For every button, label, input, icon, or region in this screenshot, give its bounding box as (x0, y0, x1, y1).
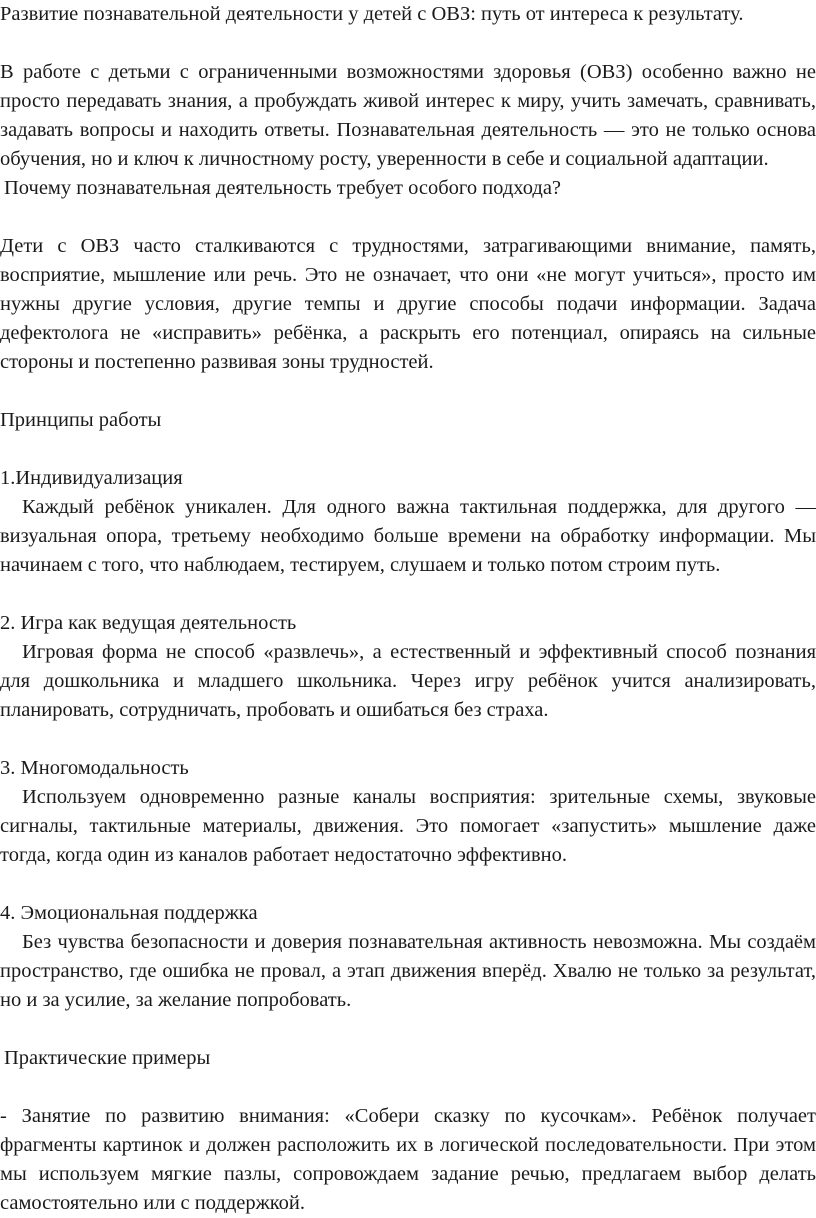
spacer (0, 377, 816, 406)
principles-heading: Принципы работы (0, 409, 162, 431)
principle-text: Каждый ребёнок уникален. Для одного важна тактильная поддержка, для другого — визуальная опора, третьему необходимо больше времени на обработку информации. Мы начинаем с того, что наблюдаем, тестируем, слушаем и только потом строим путь. (0, 496, 816, 576)
principle-text: Используем одновременно разные каналы восприятия: зрительные схемы, звуковые сигналы, тактильные материалы, движения. Это помогает «запустить» мышление даже тогда, когда один из каналов работает недостаточно эффективно. (0, 786, 816, 866)
document-title: Развитие познавательной деятельности у детей с ОВЗ: путь от интереса к результату. (0, 3, 744, 25)
principle-text: Без чувства безопасности и доверия познавательная активность невозможна. Мы создаём пространство, где ошибка не провал, а этап движения вперёд. Хвалю не только за результат, но и за усилие, за желание попробовать. (0, 931, 816, 1011)
spacer (0, 1015, 816, 1044)
why-heading: Почему познавательная деятельность требует особого подхода? (4, 177, 562, 199)
practice-heading: Практические примеры (4, 1047, 211, 1069)
spacer (0, 435, 816, 464)
principle-title: 3. Многомодальность (0, 757, 189, 779)
practice-paragraph: - Занятие по развитию внимания: «Собери сказку по кусочкам». Ребёнок получает фрагменты картинок и должен расположить их в логической последовательности. При этом мы используем мягкие пазлы, сопровождаем задание речью, предлагаем выбор делать самостоятельно или с поддержкой. (0, 1105, 816, 1214)
principle-title: 4. Эмоциональная поддержка (0, 902, 258, 924)
spacer (0, 1073, 816, 1102)
spacer (0, 870, 816, 899)
spacer (0, 725, 816, 754)
principle-title: 2. Игра как ведущая деятельность (0, 612, 297, 634)
spacer (0, 29, 816, 58)
principle-title: 1.Индивидуализация (0, 467, 183, 489)
intro-paragraph: В работе с детьми с ограниченными возможностями здоровья (ОВЗ) особенно важно не просто передавать знания, а пробуждать живой интерес к миру, учить замечать, сравнивать, задавать вопросы и находить ответы. Познавательная деятельность — это не только основа обучения, но и ключ к личностному росту, уверенности в себе и социальной адаптации. (0, 61, 816, 170)
principle-text: Игровая форма не способ «развлечь», а естественный и эффективный способ познания для дошкольника и младшего школьника. Через игру ребёнок учится анализировать, планировать, сотрудничать, пробовать и ошибаться без страха. (0, 641, 816, 721)
why-paragraph: Дети с ОВЗ часто сталкиваются с трудностями, затрагивающими внимание, память, восприятие, мышление или речь. Это не означает, что они «не могут учиться», просто им нужны другие условия, другие темпы и другие способы подачи информации. Задача дефектолога не «исправить» ребёнка, а раскрыть его потенциал, опираясь на сильные стороны и постепенно развивая зоны трудностей. (0, 235, 816, 373)
spacer (0, 580, 816, 609)
spacer (0, 203, 816, 232)
